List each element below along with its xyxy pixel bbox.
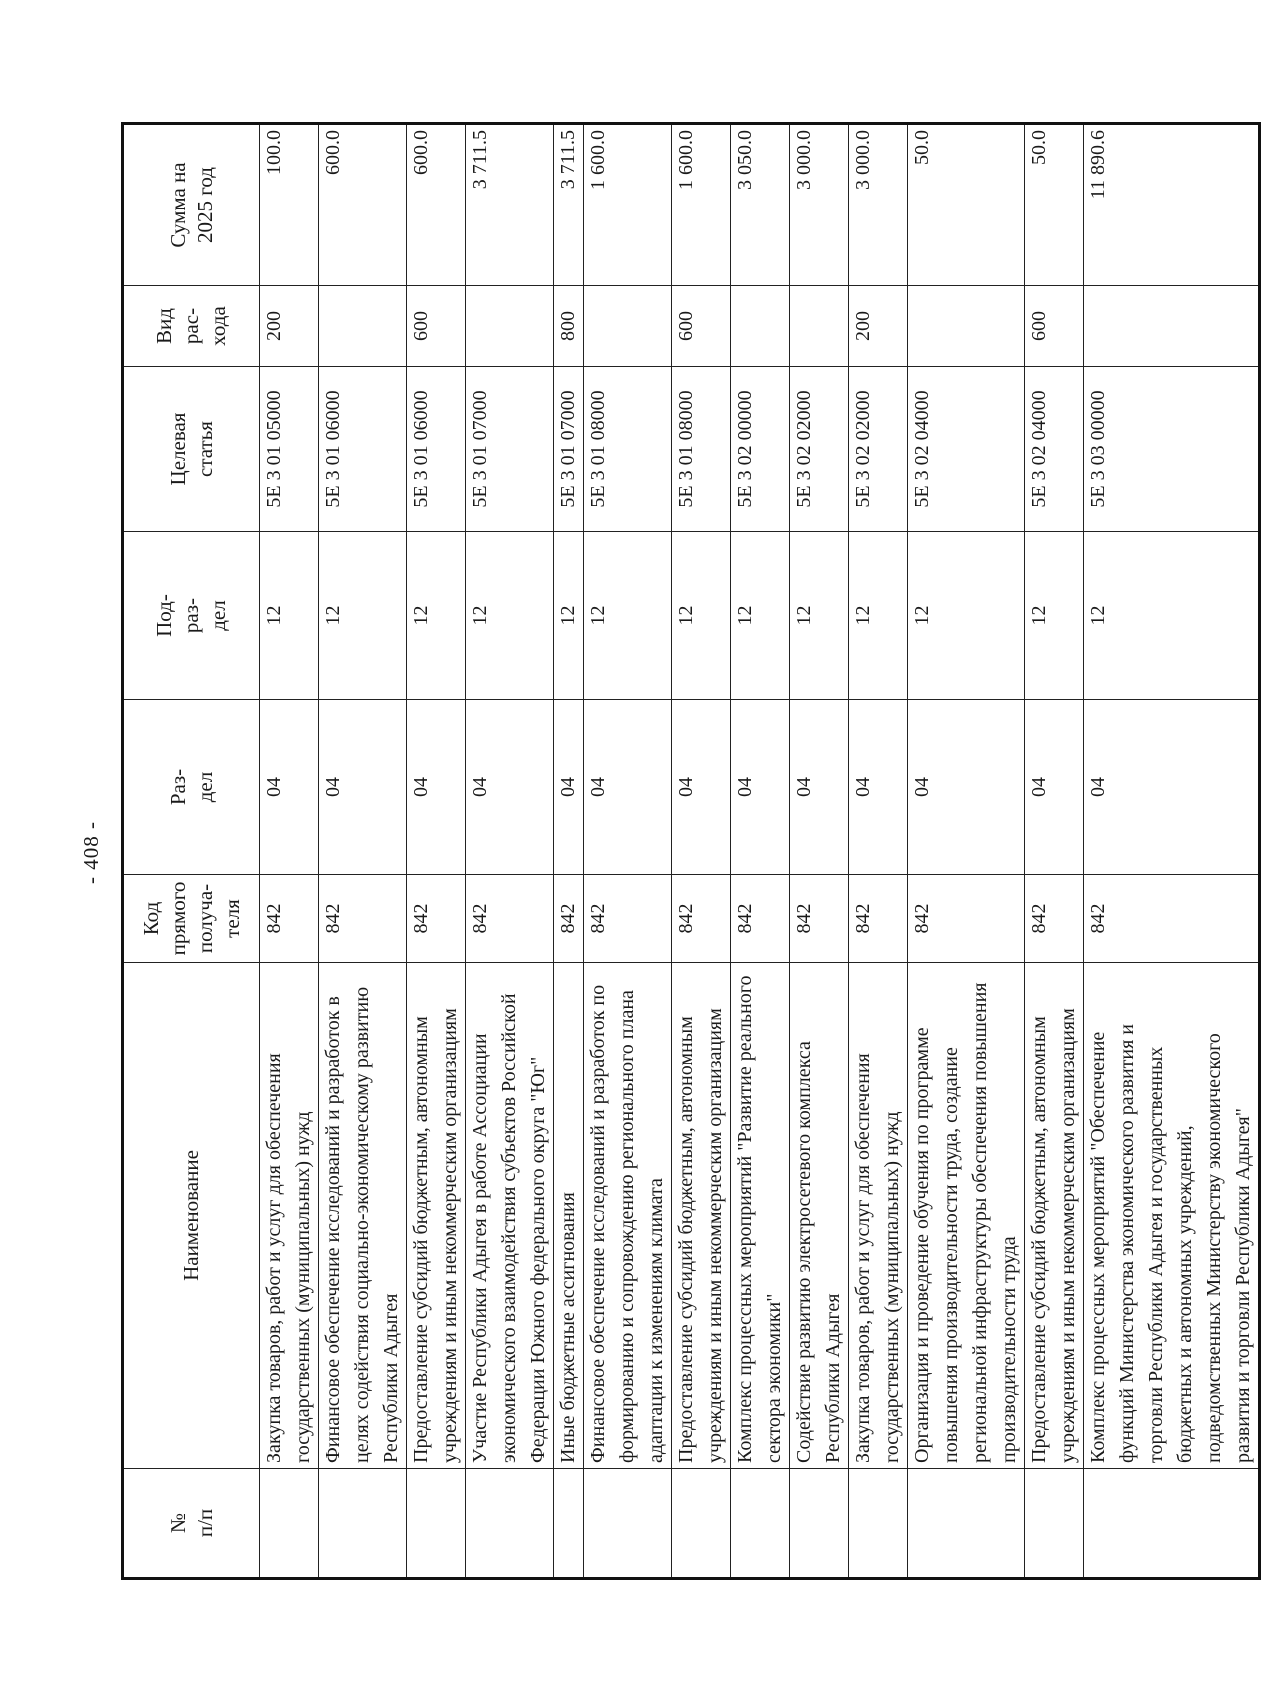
row-name: Комплекс процессных мероприятий "Развитие реального сектора экономики" (731, 963, 790, 1469)
row-sum: 1 600.0 (584, 124, 672, 286)
row-name: Содействие развитию электросетевого комплекса Республики Адыгея (790, 963, 849, 1469)
row-subsection: 12 (466, 532, 554, 700)
row-subsection: 12 (407, 532, 466, 700)
row-expense-type: 800 (554, 286, 584, 367)
row-subsection: 12 (849, 532, 908, 700)
row-name: Финансовое обеспечение исследований и разработок по формированию и сопровождению регионального плана адаптации к изменениям климата (584, 963, 672, 1469)
table-row (731, 124, 790, 1579)
row-target-article: 5Е 3 02 00000 (731, 367, 790, 532)
row-number (849, 1469, 908, 1579)
row-recipient-code: 842 (672, 875, 731, 963)
row-target-article: 5Е 3 01 08000 (672, 367, 731, 532)
row-target-article: 5Е 3 01 05000 (260, 367, 319, 532)
row-subsection: 12 (319, 532, 407, 700)
row-sum: 3 050.0 (731, 124, 790, 286)
row-target-article: 5Е 3 01 06000 (407, 367, 466, 532)
row-name: Организация и проведение обучения по программе повышения производительности труда, создание региональной инфраструктуры обеспечения повышения производительности труда (908, 963, 1025, 1469)
row-number (731, 1469, 790, 1579)
row-recipient-code: 842 (849, 875, 908, 963)
row-recipient-code: 842 (260, 875, 319, 963)
row-target-article: 5Е 3 01 08000 (584, 367, 672, 532)
row-expense-type (908, 286, 1025, 367)
row-target-article: 5Е 3 01 07000 (554, 367, 584, 532)
page-number: - 408 - (79, 821, 103, 884)
row-expense-type: 200 (260, 286, 319, 367)
table-row (584, 124, 672, 1579)
header-subsection: Под- раз- дел (123, 532, 260, 700)
row-subsection: 12 (1025, 532, 1084, 700)
row-expense-type (584, 286, 672, 367)
row-recipient-code: 842 (466, 875, 554, 963)
row-number (1025, 1469, 1084, 1579)
row-sum: 3 711.5 (554, 124, 584, 286)
row-expense-type (319, 286, 407, 367)
row-subsection: 12 (790, 532, 849, 700)
table-row (319, 124, 407, 1579)
row-target-article: 5Е 3 01 06000 (319, 367, 407, 532)
row-target-article: 5Е 3 01 07000 (466, 367, 554, 532)
row-number (260, 1469, 319, 1579)
row-sum: 50.0 (908, 124, 1025, 286)
header-target-article: Целевая статья (123, 367, 260, 532)
table-row (790, 124, 849, 1579)
row-recipient-code: 842 (319, 875, 407, 963)
row-subsection: 12 (584, 532, 672, 700)
row-name: Иные бюджетные ассигнования (554, 963, 584, 1469)
row-subsection: 12 (1084, 532, 1260, 700)
row-target-article: 5Е 3 02 02000 (790, 367, 849, 532)
row-expense-type (731, 286, 790, 367)
row-number (554, 1469, 584, 1579)
row-name: Закупка товаров, работ и услуг для обеспечения государственных (муниципальных) нужд (849, 963, 908, 1469)
table-row (1025, 124, 1084, 1579)
header-num: № п/п (123, 1469, 260, 1579)
table-row (466, 124, 554, 1579)
row-number (584, 1469, 672, 1579)
table-row (554, 124, 584, 1579)
row-number (407, 1469, 466, 1579)
row-section: 04 (672, 700, 731, 875)
row-target-article: 5Е 3 02 04000 (1025, 367, 1084, 532)
table-header (123, 124, 260, 1579)
header-expense-type: Вид рас- хода (123, 286, 260, 367)
row-subsection: 12 (908, 532, 1025, 700)
row-sum: 50.0 (1025, 124, 1084, 286)
row-section: 04 (407, 700, 466, 875)
row-section: 04 (908, 700, 1025, 875)
row-target-article: 5Е 3 03 00000 (1084, 367, 1260, 532)
row-number (319, 1469, 407, 1579)
row-number (908, 1469, 1025, 1579)
row-recipient-code: 842 (554, 875, 584, 963)
row-sum: 11 890.6 (1084, 124, 1260, 286)
row-expense-type: 600 (672, 286, 731, 367)
row-subsection: 12 (731, 532, 790, 700)
row-section: 04 (731, 700, 790, 875)
header-sum-2025: Сумма на 2025 год (123, 124, 260, 286)
row-expense-type (790, 286, 849, 367)
row-sum: 100.0 (260, 124, 319, 286)
row-recipient-code: 842 (731, 875, 790, 963)
table-row (672, 124, 731, 1579)
table-row (849, 124, 908, 1579)
table-row (260, 124, 319, 1579)
row-section: 04 (584, 700, 672, 875)
table-row (407, 124, 466, 1579)
budget-table (121, 122, 1261, 1580)
row-expense-type: 200 (849, 286, 908, 367)
row-section: 04 (466, 700, 554, 875)
row-name: Закупка товаров, работ и услуг для обеспечения государственных (муниципальных) нужд (260, 963, 319, 1469)
row-name: Предоставление субсидий бюджетным, автономным учреждениям и иным некоммерческим организациям (407, 963, 466, 1469)
row-sum: 3 000.0 (849, 124, 908, 286)
table-row (908, 124, 1025, 1579)
row-section: 04 (1084, 700, 1260, 875)
row-number (672, 1469, 731, 1579)
table-row (1084, 124, 1260, 1579)
table-body (260, 124, 1260, 1579)
row-name: Финансовое обеспечение исследований и разработок в целях содействия социально-экономическому развитию Республики Адыгея (319, 963, 407, 1469)
row-section: 04 (849, 700, 908, 875)
row-section: 04 (1025, 700, 1084, 875)
row-expense-type: 600 (1025, 286, 1084, 367)
row-sum: 1 600.0 (672, 124, 731, 286)
row-target-article: 5Е 3 02 02000 (849, 367, 908, 532)
row-section: 04 (790, 700, 849, 875)
row-number (790, 1469, 849, 1579)
row-recipient-code: 842 (1084, 875, 1260, 963)
row-name: Предоставление субсидий бюджетным, автономным учреждениям и иным некоммерческим организациям (1025, 963, 1084, 1469)
row-name: Комплекс процессных мероприятий "Обеспечение функций Министерства экономического развития и торговли Республики Адыгея и государственных бюджетных и автономных учреждений, подведомственных Министерству экономического развития и торговли Республики Адыгея" (1084, 963, 1260, 1469)
row-recipient-code: 842 (1025, 875, 1084, 963)
row-recipient-code: 842 (584, 875, 672, 963)
header-name: Наименование (123, 963, 260, 1469)
row-section: 04 (554, 700, 584, 875)
row-sum: 3 000.0 (790, 124, 849, 286)
row-subsection: 12 (260, 532, 319, 700)
row-sum: 600.0 (407, 124, 466, 286)
row-name: Предоставление субсидий бюджетным, автономным учреждениям и иным некоммерческим организациям (672, 963, 731, 1469)
row-recipient-code: 842 (790, 875, 849, 963)
row-name: Участие Республики Адыгея в работе Ассоциации экономического взаимодействия субъектов Российской Федерации Южного федерального округа "Юг" (466, 963, 554, 1469)
row-expense-type (466, 286, 554, 367)
row-sum: 3 711.5 (466, 124, 554, 286)
rotated-table-area (79, 125, 1254, 1580)
row-number (466, 1469, 554, 1579)
row-section: 04 (260, 700, 319, 875)
row-target-article: 5Е 3 02 04000 (908, 367, 1025, 532)
row-recipient-code: 842 (407, 875, 466, 963)
row-subsection: 12 (554, 532, 584, 700)
row-expense-type (1084, 286, 1260, 367)
header-section: Раз- дел (123, 700, 260, 875)
row-subsection: 12 (672, 532, 731, 700)
row-sum: 600.0 (319, 124, 407, 286)
row-expense-type: 600 (407, 286, 466, 367)
row-section: 04 (319, 700, 407, 875)
row-recipient-code: 842 (908, 875, 1025, 963)
row-number (1084, 1469, 1260, 1579)
header-recipient-code: Код прямого получа- теля (123, 875, 260, 963)
